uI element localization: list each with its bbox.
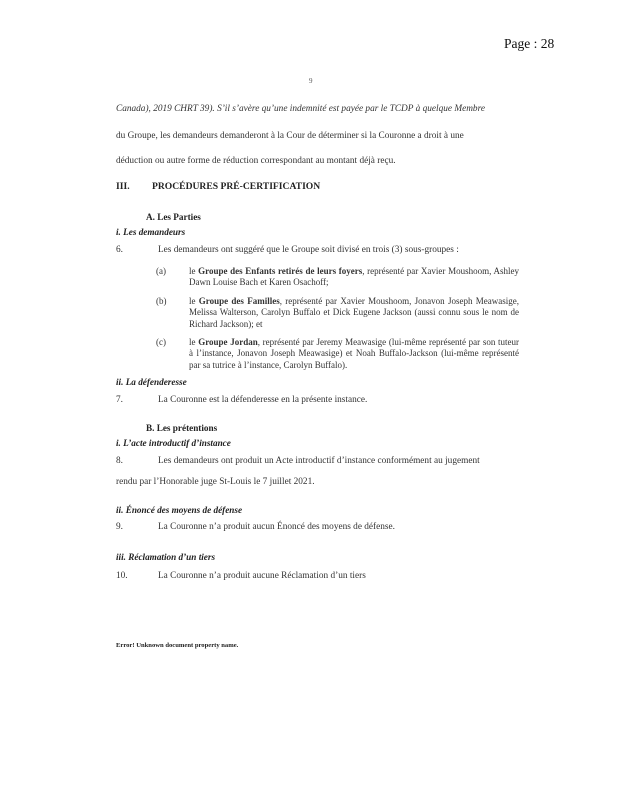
intro-line-1: Canada), 2019 CHRT 39). S’il s’avère qu’une indemnité est payée par le TCDP à quelque Membre: [116, 104, 485, 114]
part-b-title: B. Les prétentions: [146, 423, 218, 433]
para-10-number: 10.: [116, 571, 128, 581]
subgroup-c-text: le Groupe Jordan, représenté par Jeremy Meawasige (lui-même représenté par son tuteur à l’instance, Jonavon Joseph Meawasige) et Noah Buffalo-Jackson (lui-même représenté par sa tutrice à l’instance, Carolyn Buffalo).: [189, 337, 520, 370]
section-title: PROCÉDURES PRÉ-CERTIFICATION: [152, 181, 321, 192]
subgroup-c-name: Groupe Jordan: [198, 337, 258, 347]
heading-enonce: ii. Énoncé des moyens de défense: [116, 505, 243, 515]
subgroup-b-letter: (b): [156, 296, 167, 306]
footer-error-text: Error! Unknown document property name.: [116, 642, 239, 649]
subgroup-c-letter: (c): [156, 337, 166, 347]
subgroup-a-text: le Groupe des Enfants retirés de leurs foyers, représenté par Xavier Moushoom, Ashley Dawn Louise Bach et Karen Osachoff;: [189, 266, 519, 288]
heading-demandeurs: i. Les demandeurs: [116, 227, 186, 237]
subgroup-a-letter: (a): [156, 266, 166, 276]
part-a-title: A. Les Parties: [146, 212, 201, 222]
para-8-line-1: Les demandeurs ont produit un Acte introductif d’instance conformément au jugement: [158, 456, 480, 466]
heading-acte: i. L’acte introductif d’instance: [116, 438, 231, 448]
doc-page-number: 9: [309, 77, 313, 85]
para-10-text: La Couronne n’a produit aucune Réclamation d’un tiers: [158, 571, 366, 581]
para-7-text: La Couronne est la défenderesse en la présente instance.: [158, 395, 368, 405]
para-6-text: Les demandeurs ont suggéré que le Groupe soit divisé en trois (3) sous-groupes :: [158, 245, 459, 255]
para-7-number: 7.: [116, 395, 123, 405]
subgroup-a-name: Groupe des Enfants retirés de leurs foyers: [198, 266, 363, 276]
para-9-number: 9.: [116, 522, 123, 532]
heading-reclamation: iii. Réclamation d’un tiers: [116, 552, 216, 562]
subgroup-b-text: le Groupe des Familles, représenté par Xavier Moushoom, Jonavon Joseph Meawasige, Melissa Walterson, Carolyn Buffalo et Dick Eugene Jackson (aussi connu sous le nom de Richard Jackson); et: [189, 296, 519, 329]
para-9-text: La Couronne n’a produit aucun Énoncé des moyens de défense.: [158, 522, 395, 532]
para-8-number: 8.: [116, 456, 123, 466]
para-8-line-2: rendu par l’Honorable juge St-Louis le 7 juillet 2021.: [116, 477, 315, 487]
heading-defenderesse: ii. La défenderesse: [116, 377, 187, 387]
subgroup-b-name: Groupe des Familles: [198, 296, 280, 306]
section-number: III.: [116, 181, 130, 192]
page-label: Page : 28: [504, 36, 555, 51]
para-6-number: 6.: [116, 245, 123, 255]
intro-line-3: déduction ou autre forme de réduction correspondant au montant déjà reçu.: [116, 156, 396, 166]
intro-line-2: du Groupe, les demandeurs demanderont à la Cour de déterminer si la Couronne a droit à une: [116, 131, 464, 141]
